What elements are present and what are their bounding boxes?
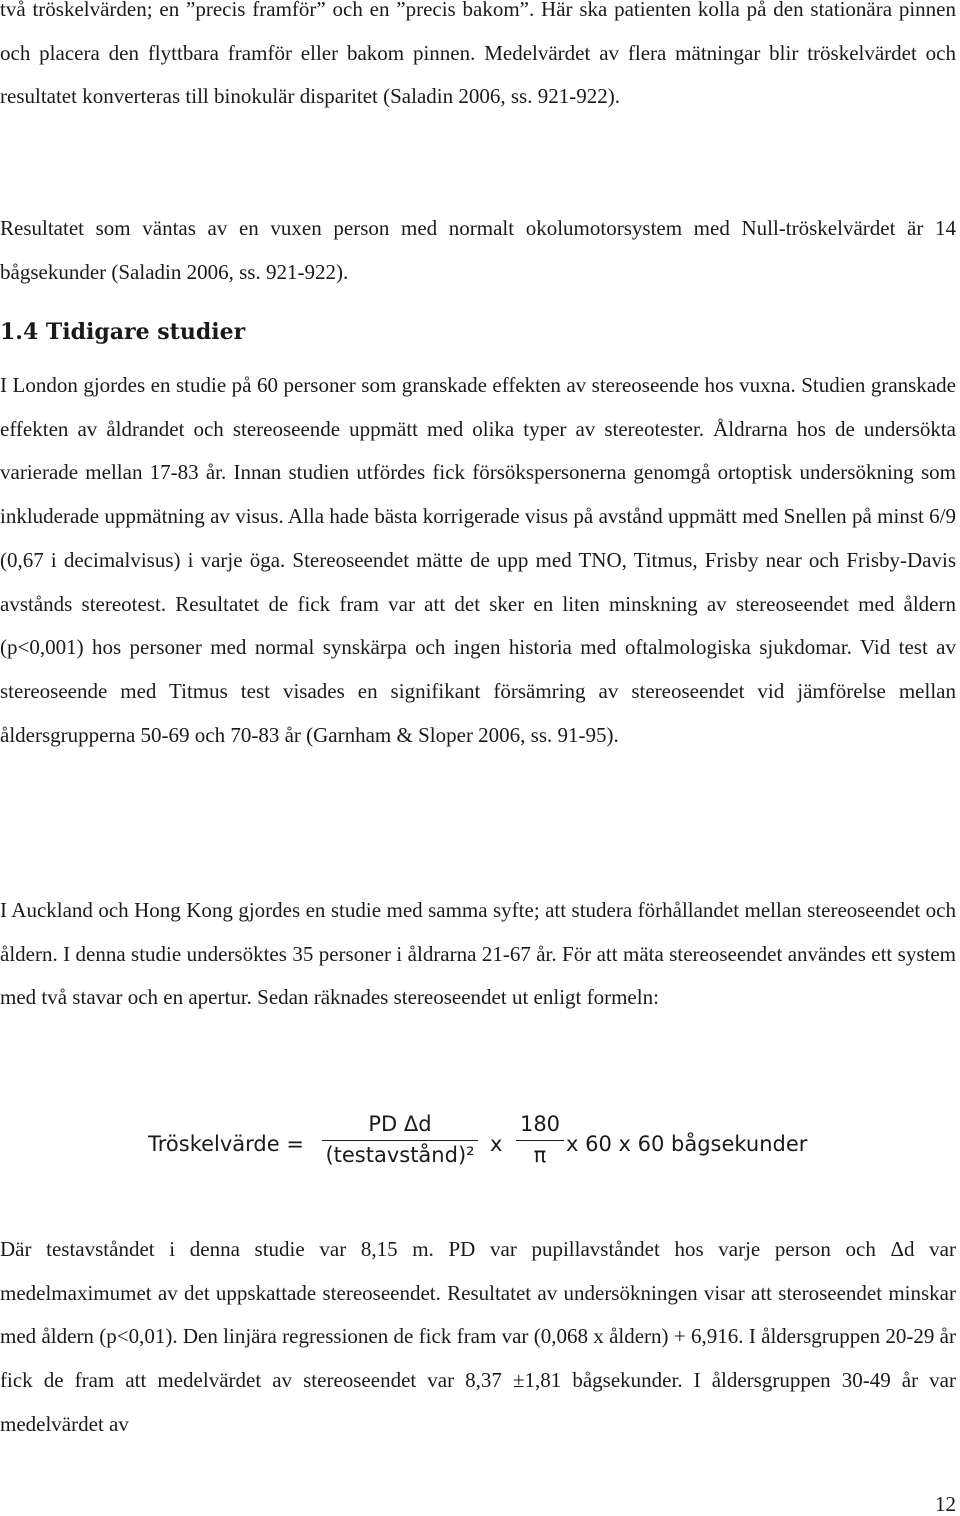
paragraph-expected-result: Resultatet som väntas av en vuxen person med normalt okolumotorsystem med Null-tröskelvärdet är 14 bågsekunder (Saladin 2006, ss. 921-922). xyxy=(0,216,956,284)
formula-fraction-2-numerator: 180 xyxy=(519,1112,561,1136)
formula-fraction-1-numerator: PD Δd xyxy=(368,1112,432,1136)
formula xyxy=(148,1110,828,1180)
paragraph-london-study: I London gjordes en studie på 60 personer som granskade effekten av stereoseende hos vuxna. Studien granskade effekten av åldrandet och stereoseende uppmätt med olika typer av stereotester. Åldrarna hos de undersökta varierade mellan 17-83 år. Innan studien utfördes fick försökspersonerna genomgå ortoptisk undersökning som inkluderade uppmätning av visus. Alla hade bästa korrigerade visus på avstånd uppmätt med Snellen på minst 6/9 (0,67 i decimalvisus) i varje öga. Stereoseendet mätte de upp med TNO, Titmus, Frisby near och Frisby-Davis avstånds stereotest. Resultatet de fick fram var att det sker en liten minskning av stereoseendet med åldern (p<0,001) hos personer med normal synskärpa och ingen historia med oftalmologiska sjukdomar. Vid test av stereoseende med Titmus test visades en signifikant försämring av stereoseendet vid jämförelse mellan åldersgrupperna 50-69 och 70-83 år (Garnham & Sloper 2006, ss. 91-95). xyxy=(0,373,956,747)
formula-fraction-2 xyxy=(516,1112,564,1167)
formula-lhs: Tröskelvärde = xyxy=(148,1132,304,1156)
formula-fraction-2-denominator: π xyxy=(533,1143,547,1167)
page-number: 12 xyxy=(935,1492,956,1516)
formula-rest: x 60 x 60 bågsekunder xyxy=(566,1132,808,1156)
section-heading: 1.4 Tidigare studier xyxy=(0,319,246,345)
paragraph-threshold-method: två tröskelvärden; en ”precis framför” och en ”precis bakom”. Här ska patienten kolla på den stationära pinnen och placera den flyttbara framför eller bakom pinnen. Medelvärdet av flera mätningar blir tröskelvärdet och resultatet konverteras till binokulär disparitet (Saladin 2006, ss. 921-922). xyxy=(0,0,956,109)
fraction-bar xyxy=(516,1140,564,1141)
paragraph-results: Där testavståndet i denna studie var 8,15 m. PD var pupillavståndet hos varje person och Δd var medelmaximumet av det uppskattade stereoseendet. Resultatet av undersökningen visar att steroseendet minskar med åldern (p<0,01). Den linjära regressionen de fick fram var (0,068 x åldern) + 6,916. I åldersgruppen 20-29 år fick de fram att medelvärdet av stereoseendet var 8,37 ±1,81 bågsekunder. I åldersgruppen 30-49 år var medelvärdet av xyxy=(0,1237,956,1436)
formula-fraction-1-denominator: (testavstånd)² xyxy=(325,1143,475,1167)
formula-fraction-1 xyxy=(322,1112,478,1167)
paragraph-auckland-study: I Auckland och Hong Kong gjordes en studie med samma syfte; att studera förhållandet mellan stereoseendet och åldern. I denna studie undersöktes 35 personer i åldrarna 21-67 år. För att mäta stereoseendet användes ett system med två stavar och en apertur. Sedan räknades stereoseendet ut enligt formeln: xyxy=(0,898,956,1010)
formula-times: x xyxy=(490,1132,503,1156)
fraction-bar xyxy=(322,1140,478,1141)
